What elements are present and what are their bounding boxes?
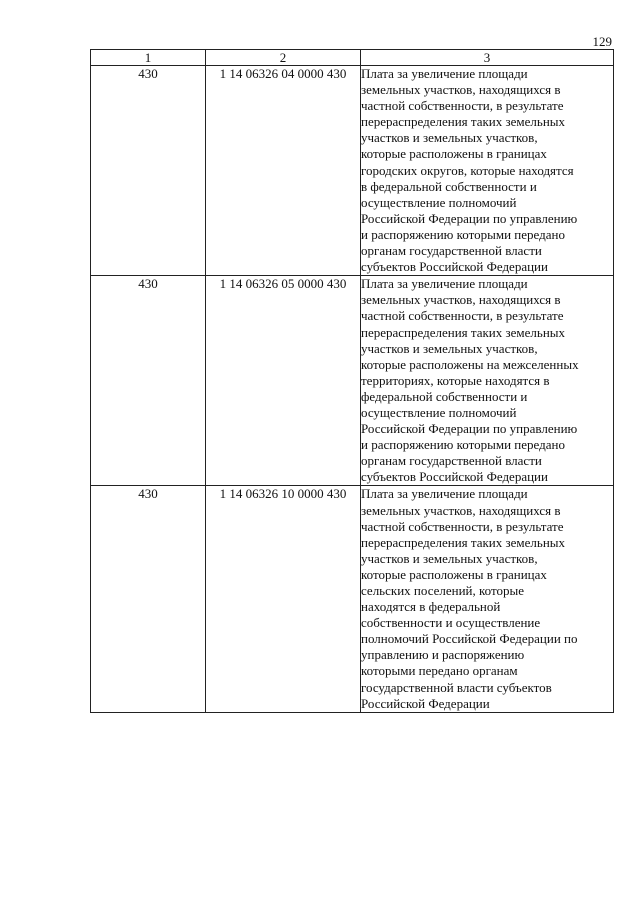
administrator-code-cell: 430 <box>91 276 206 486</box>
revenue-description-cell: Плата за увеличение площади земельных участков, находящихся в частной собственности, в результате перераспределения таких земельных участков и земельных участков, которые расположены на межселенных территориях, которые находятся в федеральной собственности и осуществление полномочий Российской Федерации по управлению и распоряжению которыми передано органам государственной власти субъектов Российской Федерации <box>361 276 614 486</box>
page-number: 129 <box>592 34 612 49</box>
revenue-code-cell: 1 14 06326 04 0000 430 <box>206 66 361 276</box>
revenue-description-cell: Плата за увеличение площади земельных участков, находящихся в частной собственности, в результате перераспределения таких земельных участков и земельных участков, которые расположены в границах сельских поселений, которые находятся в федеральной собственности и осуществление полномочий Российской Федерации по управлению и распоряжению которыми передано органам государственной власти субъектов Российской Федерации <box>361 486 614 712</box>
revenue-codes-table <box>90 49 614 713</box>
revenue-code-cell: 1 14 06326 10 0000 430 <box>206 486 361 712</box>
revenue-description-cell: Плата за увеличение площади земельных участков, находящихся в частной собственности, в результате перераспределения таких земельных участков и земельных участков, которые расположены в границах городских округов, которые находятся в федеральной собственности и осуществление полномочий Российской Федерации по управлению и распоряжению которыми передано органам государственной власти субъектов Российской Федерации <box>361 66 614 276</box>
administrator-code-cell: 430 <box>91 66 206 276</box>
table-row <box>91 276 614 486</box>
column-header-2: 2 <box>206 50 361 66</box>
column-header-3: 3 <box>361 50 614 66</box>
table-header <box>91 50 614 66</box>
column-header-1: 1 <box>91 50 206 66</box>
table-row <box>91 66 614 276</box>
revenue-code-cell: 1 14 06326 05 0000 430 <box>206 276 361 486</box>
header-row <box>91 50 614 66</box>
table-row <box>91 486 614 712</box>
administrator-code-cell: 430 <box>91 486 206 712</box>
table-body <box>91 66 614 713</box>
